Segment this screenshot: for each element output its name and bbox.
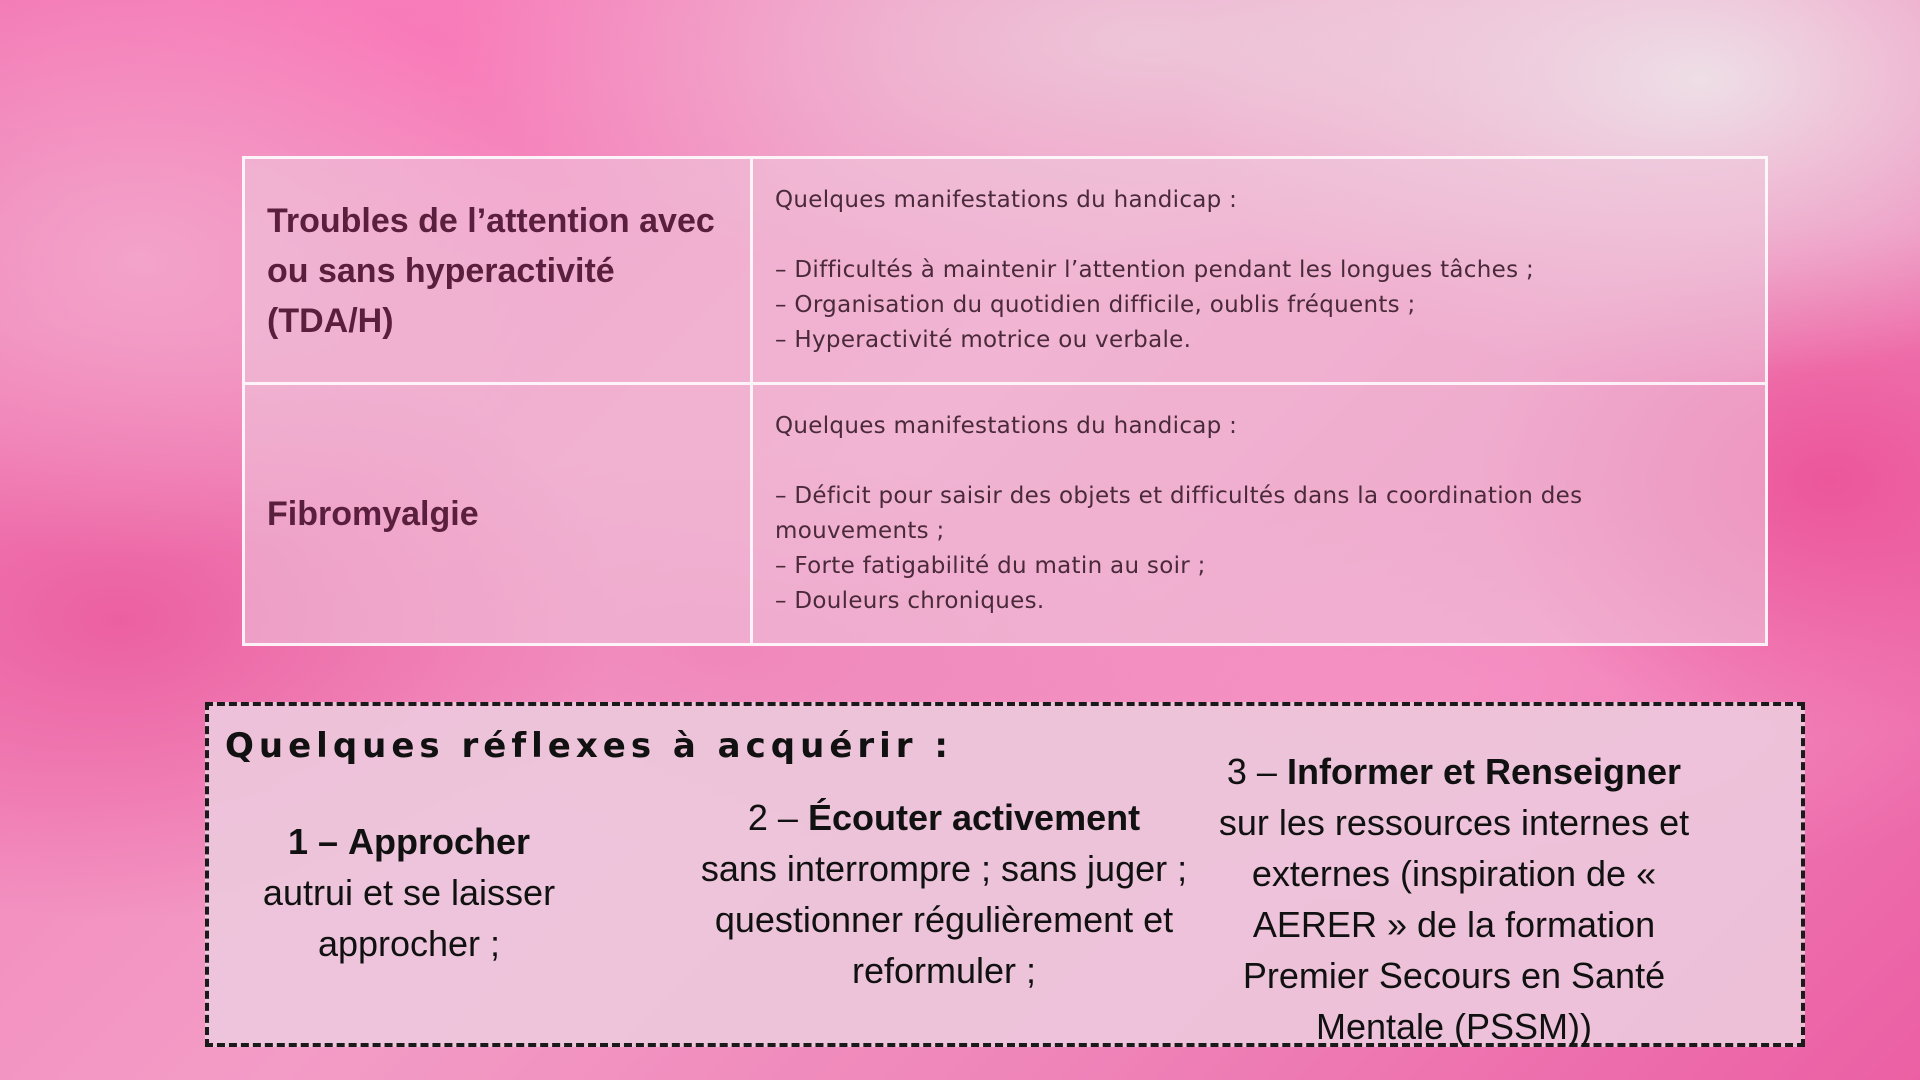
reflexes-box xyxy=(205,702,1805,1047)
table-row-2-intro: Quelques manifestations du handicap : xyxy=(775,413,1238,439)
table-row-1-item-1: – Difficultés à maintenir l’attention pendant les longues tâches ; xyxy=(775,257,1535,283)
reflex-step-1-heading: Approcher xyxy=(348,821,531,862)
reflex-step-3 xyxy=(1209,746,1699,1052)
reflex-step-2-text: sans interrompre ; sans juger ; questionner régulièrement et reformuler ; xyxy=(700,848,1188,991)
reflex-step-1-number: 1 – xyxy=(287,821,338,862)
table-row-2-item-2: – Forte fatigabilité du matin au soir ; xyxy=(775,553,1206,579)
table-row-1-item-2: – Organisation du quotidien difficile, oublis fréquents ; xyxy=(775,292,1416,318)
reflex-step-2-heading: Écouter activement xyxy=(807,797,1141,838)
table-row-1-intro: Quelques manifestations du handicap : xyxy=(775,187,1238,213)
reflex-step-3-heading: Informer et Renseigner xyxy=(1286,751,1682,792)
disability-table xyxy=(242,156,1768,646)
table-row-1-description-cell xyxy=(753,159,1765,385)
table-row-2-term-cell xyxy=(245,385,753,643)
reflex-step-3-text: sur les ressources internes et externes (inspiration de « AERER » de la formation Premier Secours en Santé Mentale (PSSM)) xyxy=(1218,802,1690,1047)
table-row-1-term-cell xyxy=(245,159,753,385)
reflex-step-2 xyxy=(649,792,1239,996)
reflexes-title: Quelques réflexes à acquérir : xyxy=(225,726,953,766)
reflex-step-3-number: 3 – xyxy=(1226,751,1277,792)
reflex-step-1 xyxy=(239,816,579,969)
table-row-1-term: Troubles de l’attention avec ou sans hyperactivité (TDA/H) xyxy=(267,201,715,340)
table-row-1-item-3: – Hyperactivité motrice ou verbale. xyxy=(775,327,1192,353)
reflex-step-1-text: autrui et se laisser approcher ; xyxy=(262,872,556,964)
table-row-2-item-3: – Douleurs chroniques. xyxy=(775,588,1045,614)
table-row-2-item-1: – Déficit pour saisir des objets et difficultés dans la coordination des mouvements ; xyxy=(775,483,1583,544)
table-row-2-term: Fibromyalgie xyxy=(267,495,479,533)
reflex-step-2-number: 2 – xyxy=(747,797,798,838)
table-row-2-description-cell xyxy=(753,385,1765,643)
